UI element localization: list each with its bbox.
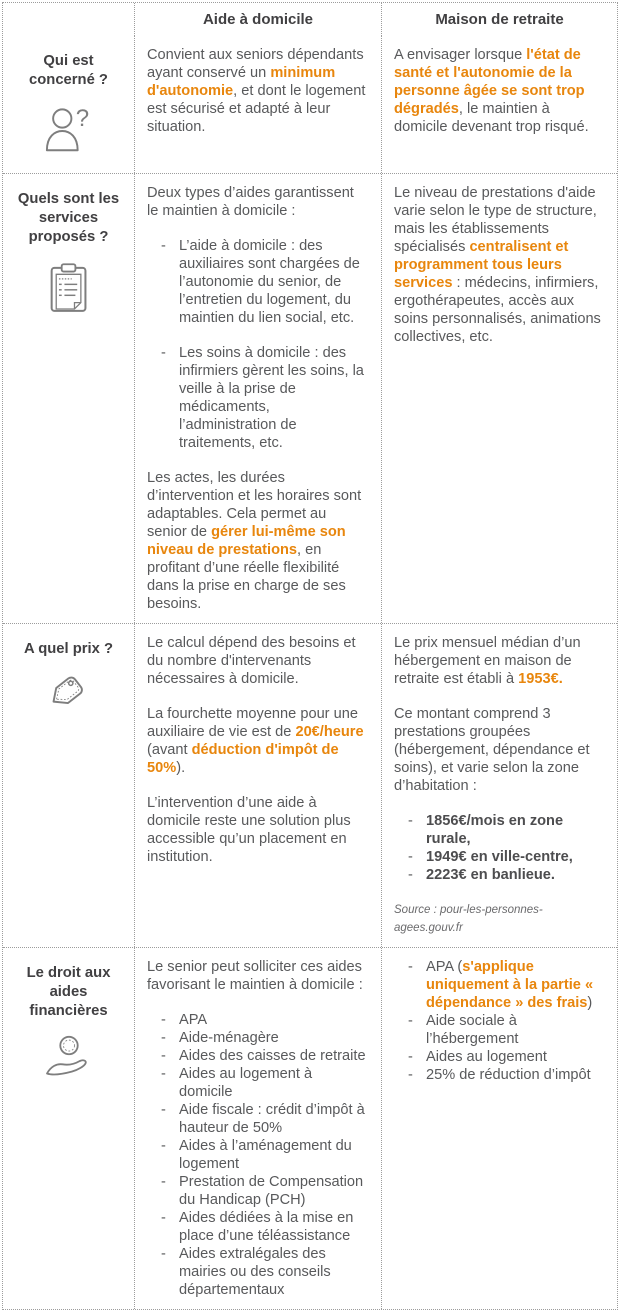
text-segment: Aides au logement à domicile <box>179 1066 313 1100</box>
text-segment: Aide fiscale : crédit d’impôt à hauteur de 50% <box>179 1102 365 1136</box>
text-segment: 1856€/mois en zone rurale, <box>426 813 564 847</box>
list-item-text <box>426 1012 605 1048</box>
text-segment: 1949€ en ville-centre, <box>426 849 573 865</box>
dash-bullet: - <box>161 238 166 254</box>
list-item-text <box>426 866 605 884</box>
home-care-cell <box>134 624 381 947</box>
retirement-home-cell <box>381 624 617 947</box>
list-item-text <box>179 1101 369 1137</box>
text-segment: Les soins à domicile : des infirmiers gèrent les soins, la veille à la prise de médicaments, l’administration de traitements, etc. <box>179 345 364 451</box>
table-row <box>3 173 617 623</box>
row-title-cell <box>3 36 134 173</box>
list-item-text <box>179 1209 369 1245</box>
paragraph <box>394 184 605 346</box>
svg-text:?: ? <box>75 105 89 133</box>
text-segment: Aide-ménagère <box>179 1030 279 1046</box>
text-segment: Convient aux seniors dépendants ayant conservé un <box>147 47 364 81</box>
text-segment: Les actes, les durées d’intervention et les horaires sont adaptables. Cela permet au senior de <box>147 470 362 540</box>
highlighted-text: gérer lui-même son niveau de prestations <box>147 524 346 558</box>
text-segment: ). <box>176 760 186 776</box>
text-segment: Source : pour-les-personnes-agees.gouv.fr <box>394 904 543 934</box>
highlighted-text: centralisent et programment tous leurs services <box>394 239 569 291</box>
dash-bullet: - <box>408 1067 413 1083</box>
highlighted-text: 20€/heure <box>295 724 364 740</box>
row-title: Le droit aux aides financières <box>26 965 111 1019</box>
list-item <box>394 1048 605 1066</box>
row-title: Qui est concerné ? <box>29 53 108 88</box>
row-title-cell <box>3 624 134 947</box>
paragraph <box>147 184 369 220</box>
list-item <box>394 1012 605 1048</box>
corner-cell <box>3 3 134 36</box>
retirement-home-cell <box>381 948 617 1309</box>
paragraph <box>147 794 369 866</box>
paragraph <box>147 958 369 994</box>
list-item-text <box>426 958 605 1012</box>
list-item-text <box>426 812 605 848</box>
paragraph <box>147 634 369 688</box>
dash-bullet: - <box>408 1049 413 1065</box>
row-title-cell <box>3 174 134 623</box>
retirement-home-cell <box>381 174 617 623</box>
text-segment: (avant <box>147 742 192 758</box>
list-item <box>147 1011 369 1029</box>
row-title-cell <box>3 948 134 1309</box>
paragraph <box>394 705 605 795</box>
list-item-text <box>179 237 369 327</box>
row-title: A quel prix ? <box>23 641 114 657</box>
text-segment: Aides au logement <box>426 1049 547 1065</box>
text-segment: Deux types d’aides garantissent le maintien à domicile : <box>147 185 354 219</box>
list-item <box>147 1029 369 1047</box>
home-care-cell <box>134 948 381 1309</box>
row-title: Quels sont les services proposés ? <box>17 191 120 245</box>
list-item-text <box>426 848 605 866</box>
text-segment: , le maintien à domicile devenant trop risqué. <box>394 101 589 135</box>
list-item <box>394 812 605 848</box>
list-item <box>394 866 605 884</box>
dash-bullet: - <box>161 1066 166 1082</box>
list-item <box>394 1066 605 1084</box>
comparison-table <box>2 2 618 1310</box>
dash-bullet: - <box>161 1210 166 1226</box>
paragraph <box>147 46 369 136</box>
dash-bullet: - <box>408 959 413 975</box>
dash-bullet: - <box>161 1174 166 1190</box>
column-header-home-care: Aide à domicile <box>134 3 381 36</box>
list-item <box>147 1245 369 1299</box>
dash-bullet: - <box>161 1246 166 1262</box>
dash-bullet: - <box>161 345 166 361</box>
paragraph <box>147 705 369 777</box>
list-item-text <box>179 1137 369 1173</box>
list-item-text <box>426 1066 605 1084</box>
table-body <box>3 36 617 1309</box>
hand-coin-icon <box>11 1035 126 1084</box>
text-segment: APA ( <box>426 959 463 975</box>
list-item-text <box>179 1173 369 1209</box>
table-row <box>3 947 617 1309</box>
text-segment: 25% de réduction d’impôt <box>426 1067 591 1083</box>
source-note <box>394 901 605 937</box>
text-segment: Aides dédiées à la mise en place d’une téléassistance <box>179 1210 354 1244</box>
text-segment: Le prix mensuel médian d’un hébergement en maison de retraite est établi à <box>394 635 581 687</box>
person-question-icon <box>11 104 126 163</box>
dash-bullet: - <box>161 1138 166 1154</box>
text-segment: , et dont le logement est sécurisé et adapté à leur situation. <box>147 83 366 135</box>
home-care-cell <box>134 36 381 173</box>
price-tag-icon <box>11 673 126 722</box>
list-item <box>147 1101 369 1137</box>
text-segment: : médecins, infirmiers, ergothérapeutes, accès aux soins personnalisés, animations collectives, etc. <box>394 275 601 345</box>
dash-list <box>147 237 369 452</box>
text-segment: Ce montant comprend 3 prestations groupées (hébergement, dépendance et soins), et varie selon la zone d’habitation : <box>394 706 590 794</box>
dash-bullet: - <box>161 1102 166 1118</box>
paragraph <box>394 634 605 688</box>
text-segment: 2223€ en banlieue. <box>426 867 555 883</box>
dash-bullet: - <box>408 1013 413 1029</box>
text-segment: Aides à l’aménagement du logement <box>179 1138 352 1172</box>
text-segment: A envisager lorsque <box>394 47 527 63</box>
text-segment: Aides des caisses de retraite <box>179 1048 366 1064</box>
table-row <box>3 623 617 947</box>
home-care-cell <box>134 174 381 623</box>
highlighted-text: 1953€. <box>518 671 563 687</box>
text-segment: Le niveau de prestations d'aide varie selon le type de structure, mais les établissements spécialisés <box>394 185 597 255</box>
paragraph <box>147 469 369 613</box>
table-row <box>3 36 617 173</box>
list-item-text <box>179 1047 369 1065</box>
dash-list <box>394 958 605 1084</box>
table-header-row <box>3 3 617 36</box>
text-segment: Aides extralégales des mairies ou des conseils départementaux <box>179 1246 331 1298</box>
text-segment: La fourchette moyenne pour une auxiliaire de vie est de <box>147 706 358 740</box>
text-segment: L’aide à domicile : des auxiliaires sont chargées de l’autonomie du senior, de l’entretien du logement, du maintien du lien social, etc. <box>179 238 360 326</box>
clipboard-checklist-icon <box>11 261 126 320</box>
list-item-text <box>179 1011 369 1029</box>
highlighted-text: minimum d'autonomie <box>147 65 336 99</box>
dash-bullet: - <box>408 867 413 883</box>
list-item <box>147 1065 369 1101</box>
list-item <box>394 848 605 866</box>
paragraph <box>394 46 605 136</box>
text-segment: , en profitant d’une réelle flexibilité dans la prise en charge de ses besoins. <box>147 542 346 612</box>
dash-bullet: - <box>408 849 413 865</box>
text-segment: Prestation de Compensation du Handicap (PCH) <box>179 1174 364 1208</box>
dash-list <box>147 1011 369 1299</box>
list-item <box>147 1209 369 1245</box>
list-item-text <box>179 1245 369 1299</box>
dash-list <box>394 812 605 884</box>
text-segment: Le calcul dépend des besoins et du nombre d'intervenants nécessaires à domicile. <box>147 635 356 687</box>
list-item <box>147 1173 369 1209</box>
list-item <box>147 344 369 452</box>
retirement-home-cell <box>381 36 617 173</box>
list-item <box>394 958 605 1012</box>
dash-bullet: - <box>161 1030 166 1046</box>
list-item <box>147 1137 369 1173</box>
column-header-retirement-home: Maison de retraite <box>381 3 617 36</box>
text-segment: Le senior peut solliciter ces aides favorisant le maintien à domicile : <box>147 959 363 993</box>
text-segment: APA <box>179 1012 208 1028</box>
text-segment: L’intervention d’une aide à domicile reste une solution plus accessible qu’un placement en institution. <box>147 795 351 865</box>
highlighted-text: déduction d'impôt de 50% <box>147 742 339 776</box>
list-item <box>147 237 369 327</box>
dash-bullet: - <box>408 813 413 829</box>
text-segment: ) <box>587 995 593 1011</box>
dash-bullet: - <box>161 1048 166 1064</box>
list-item-text <box>179 1065 369 1101</box>
dash-bullet: - <box>161 1012 166 1028</box>
list-item-text <box>179 344 369 452</box>
highlighted-text: s'applique uniquement à la partie « dépendance » des frais <box>426 959 594 1011</box>
highlighted-text: l'état de santé et l'autonomie de la personne âgée se sont trop dégradés <box>394 47 585 117</box>
list-item-text <box>426 1048 605 1066</box>
list-item <box>147 1047 369 1065</box>
text-segment: Aide sociale à l’hébergement <box>426 1013 519 1047</box>
list-item-text <box>179 1029 369 1047</box>
